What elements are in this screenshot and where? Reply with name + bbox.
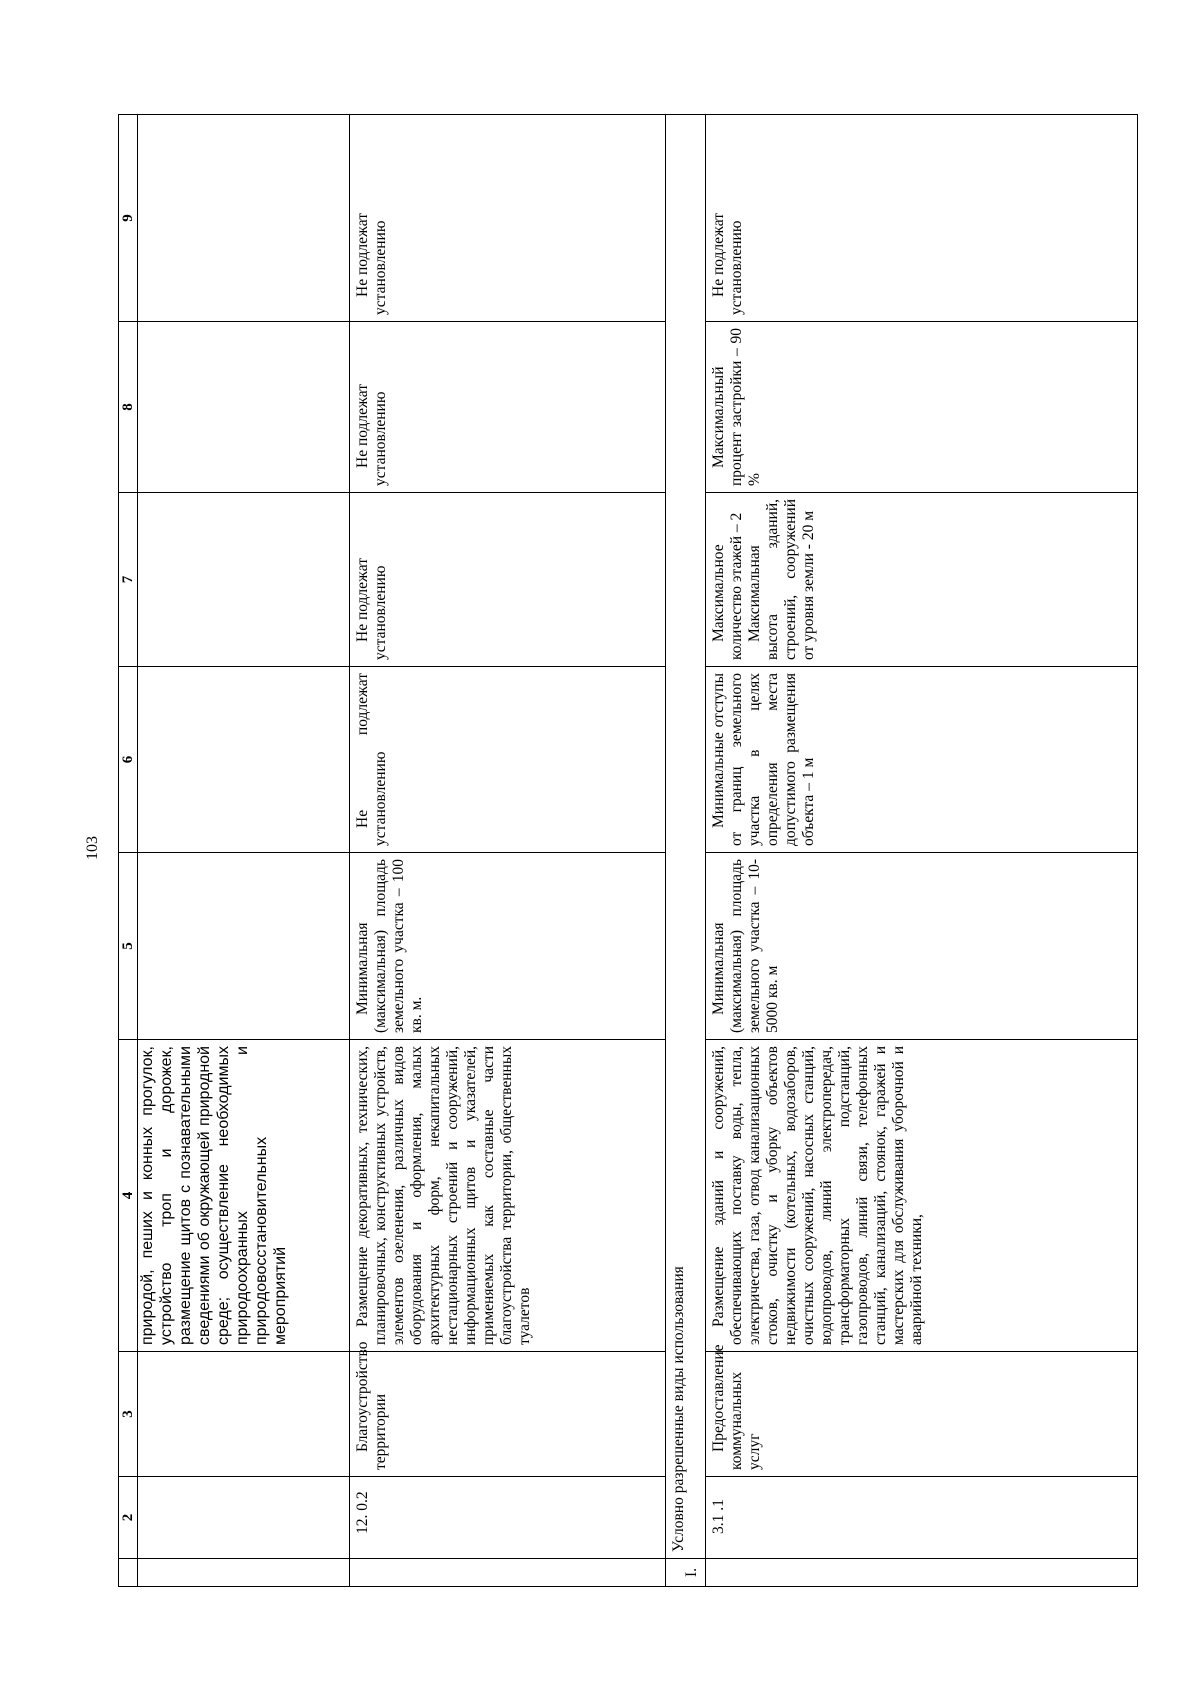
cell-plot-area: Минимальная (максимальная) площадь земельного участка – 100 кв. м. [350,853,666,1040]
cell-empty [138,493,350,667]
cell-description: Размещение декоративных, технических, планировочных, конструктивных устройств, элементов озеленения, различных видов оборудования и оформления, малых архитектурных форм, некапитальных нестационарных строений и сооружений, информационных щитов и указателей, применяемых как составные части благоустройства территории, общественных туалетов [350,1040,666,1352]
header-cell-9: 9 [119,115,138,322]
header-cell-4: 4 [119,1040,138,1352]
cell-empty [138,1559,350,1587]
section-title: Условно разрешенные виды использования [666,115,706,1559]
cell-empty [138,115,350,322]
cell-empty [350,1559,666,1587]
cell-setbacks: Не подлежат установлению [350,667,666,853]
cell-setbacks: Минимальные отступы от границ земельного участка в целях определения места допустимого размещения объекта – 1 м [706,667,1138,853]
cell-floors-height [706,493,1138,667]
cell-code: 12. 0.2 [350,1477,666,1559]
header-cell-2: 2 [119,1477,138,1559]
cell-coverage: Не подлежат установлению [350,322,666,493]
section-number: I. [683,1567,700,1578]
cell-empty [138,1352,350,1477]
rotated-table-wrapper [118,115,1122,1587]
cell-use-type: Предоставление коммунальных услуг [706,1352,1138,1477]
header-cell-3: 3 [119,1352,138,1477]
cell-use-type: Благоустройство территории [350,1352,666,1477]
cell-other: Не подлежат установлению [350,115,666,322]
header-cell-1 [119,1559,138,1587]
cell-continued-description: природой, пеших и конных прогулок, устройство троп и дорожек, размещение щитов с познавательными сведениями об окружающей природной среде; осуществление необходимых природоохранных и природовосстановительных мероприятий [138,1040,350,1352]
cell-plot-area: Минимальная (максимальная) площадь земельного участка – 10-5000 кв. м [706,853,1138,1040]
header-cell-7: 7 [119,493,138,667]
header-cell-6: 6 [119,667,138,853]
table-row-continued [138,115,350,1587]
table-row-3-1-1 [706,115,1138,1587]
cell-other: Не подлежат установлению [706,115,1138,322]
cell-code: 3.1 .1 [706,1477,1138,1559]
cell-description: Размещение зданий и сооружений, обеспечивающих поставку воды, тепла, электричества, газа, отвод канализационных стоков, очистку и уборку объектов недвижимости (котельных, водозаборов, очистных сооружений, насосных станций, водопроводов, линий электропередач, трансформаторных подстанций, газопроводов, линий связи, телефонных станций, канализаций, стоянок, гаражей и мастерских для обслуживания уборочной и аварийной техники, [706,1040,1138,1352]
cell-empty [138,322,350,493]
cell-empty [706,1559,1138,1587]
cell-empty [138,667,350,853]
section-number-cell [666,1559,706,1587]
header-row [119,115,138,1587]
table-row-12-0-2 [350,115,666,1587]
header-cell-5: 5 [119,853,138,1040]
max-height-text: Максимальная высота зданий, строений, сооружений от уровня земли - 20 м [746,499,817,660]
section-row [666,115,706,1587]
header-cell-8: 8 [119,322,138,493]
max-floors-text: Максимальное количество этажей – 2 [710,512,745,660]
cell-coverage: Максимальный процент застройки – 90 % [706,322,1138,493]
page-number: 103 [84,836,101,860]
cell-empty [138,1477,350,1559]
land-use-table [118,114,1138,1587]
cell-floors-height: Не подлежат установлению [350,493,666,667]
cell-empty [138,853,350,1040]
